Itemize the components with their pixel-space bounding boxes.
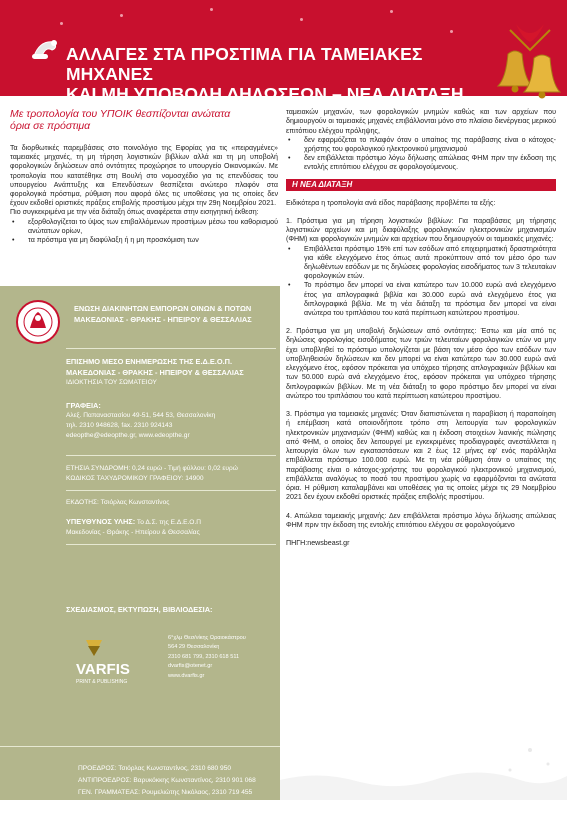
official-medium-block xyxy=(66,356,276,388)
sparkle-decoration xyxy=(120,14,123,17)
divider xyxy=(66,544,276,545)
association-panel xyxy=(0,286,280,820)
list-item: • εξορθολογίζεται το ύψος των επιβαλλόμενων προστίμων μέσω του καθορισμού ανώτατων ορίων, xyxy=(10,218,278,236)
section-heading: Η ΝΕΑ ΔΙΑΤΑΞΗ xyxy=(286,179,556,191)
publisher-text: ΕΚΔΟΤΗΣ: Τσιόρλας Κωνσταντίνος xyxy=(66,499,170,506)
paragraph: 2. Πρόστιμα για μη υποβολή δηλώσεων από οντότητες: Έστω και μία από τις δηλώσεις φορολογίας εισοδήματος των τριών τελευταίων φορολογικών ετών να μην έχει υποβληθεί το πρόστιμο υπολογίζεται με βάση τον μέσο όρο των εσόδων των υποβληθεισών δηλώσεων και δεν μπορεί να είναι κατώτερο των 30.000 ευρώ ανά ελεγχόμενο έτος, εφόσον πρόκειται για υπόχρεο τήρησης απλογραφικών βιβλίων και των 50.000 ευρώ ανά ελεγχόμενο έτος, εφόσον πρόκειται για υπόχρεο τήρησης διπλογραφικών βιβλίων. Με τη νέα διάταξη το φορο πρόστιμο δεν μπορεί να είναι ανώτερο του τριπλάσιου του κατά περίπτωση κατώτερου προστίμου. xyxy=(286,327,556,400)
varfis-address: 564 29 Θεσσαλονίκη xyxy=(168,644,220,651)
divider xyxy=(66,455,276,456)
subtitle-line: Με τροπολογία του ΥΠΟΙΚ θεσπίζονται ανώτατα xyxy=(10,108,231,120)
offices-label: ΓΡΑΦΕΙΑ: xyxy=(66,401,101,410)
varfis-web[interactable]: www.dvarfis.gr xyxy=(168,672,205,679)
postal-code-text: ΚΩΔΙΚΟΣ ΤΑΧΥΔΡΟΜΙΚΟΥ ΓΡΑΦΕΙΟΥ: 14900 xyxy=(66,475,204,482)
title-line: ΚΑΙ ΜΗ ΥΠΟΒΟΛΗ ΔΗΛΩΣΕΩΝ – ΝΕΑ ΔΙΑΤΑΞΗ xyxy=(66,84,464,104)
list-item: • Επιβάλλεται πρόστιμο 15% επί των εσόδων από επιχειρηματική δραστηριότητα για κάθε ελεγχόμενο έτος όπως αυτά προκύπτουν από τον μέσο όρο των δηλωθέντων εσόδων με τις δηλώσεις φορολογίας εισοδήματος των 3 τελευταίων φορολογικών ετών. xyxy=(286,245,556,282)
responsible-block xyxy=(66,516,276,538)
sparkle-decoration xyxy=(210,8,213,11)
subscription-block xyxy=(66,464,276,484)
paragraph: 4. Απώλεια ταμειακής μηχανής: Δεν επιβάλλεται πρόστιμο λόγω δήλωσης απώλειας ΦΗΜ πριν την έκδοση της εντολής επιτόπιου ελέγχου σε φορολογούμενο xyxy=(286,511,556,529)
board-member: ΓΕΝ. ΓΡΑΜΜΑΤΕΑΣ: Ρουμελιώτης Νικόλαος, 2310 719 455 xyxy=(78,789,253,796)
design-label: ΣΧΕΔΙΑΣΜΟΣ, ΕΚΤΥΠΩΣΗ, ΒΙΒΛΙΟΔΕΣΙΑ: xyxy=(66,605,213,614)
list-item: • δεν επιβάλλεται πρόστιμο λόγω δήλωσης απώλειας ΦΗΜ πριν την έκδοση της εντολής επιτόπιου ελέγχου σε φορολογούμενους. xyxy=(286,154,556,172)
list-item: • Το πρόστιμο δεν μπορεί να είναι κατώτερο των 10.000 ευρώ ανά ελεγχόμενο έτος για απλογραφικά βιβλία και 30.000 ευρώ ανά ελεγχόμενο έτος για διπλογραφικά βιβλία. Με τη νέα διάταξη τα πρόστιμα δεν μπορεί να είναι ανώτερα του τριπλάσιου του κατά περίπτωση κατώτερου προστίμου. xyxy=(286,281,556,318)
association-name-line: ΜΑΚΕΔΟΝΙΑΣ - ΘΡΑΚΗΣ - ΗΠΕΙΡΟΥ & ΘΕΣΣΑΛΙΑΣ xyxy=(74,314,252,324)
paragraph: Ειδικότερα η τροπολογία ανά είδος παράβασης προβλέπει τα εξής: xyxy=(286,198,496,207)
association-name xyxy=(74,304,274,325)
santa-hat-icon xyxy=(30,38,60,60)
page-title xyxy=(66,44,506,104)
intro-paragraph: Τα διορθωτικές παρεμβάσεις στο ποινολόγιο της Εφορίας για τις «πειραγμένες» ταμειακές μηχανές, τη μη τήρηση λογιστικών βιβλίων αλλά και τη μη υποβολή φορολογικών δηλώσεων από οντότητες προχώρησε το υπουργείο Οικονομικών. Με τροπολογία που κατατέθηκε στη Βουλή στο νομοσχέδιο για τις επενδύσεις του υπουργείου Ανάπτυξης και Επενδύσεων θεσπίζεται ανώτερο πλαφόν στα φορολογικά πρόστιμα, ρύθμιση που αφορά όλες τις υποθέσεις για τις οποίες δεν έχουν εκδοθεί οριστικές πράξεις επιβολής προστίμου μέχρι την 29η Νοεμβρίου 2021. xyxy=(10,144,278,208)
board-member: ΣΥΜΒΟΥΛΟΣ: Ζαχαράκης Γεώργιος, 2310210250 xyxy=(78,813,225,820)
association-logo-icon xyxy=(16,300,60,344)
varfis-logo-text: VARFIS xyxy=(76,661,130,678)
sparkle-decoration xyxy=(300,18,303,21)
varfis-logo-icon xyxy=(76,636,166,686)
medium-line: ΜΑΚΕΔΟΝΙΑΣ - ΘΡΑΚΗΣ - ΗΠΕΙΡΟΥ & ΘΕΣΣΑΛΙΑΣ xyxy=(66,368,244,377)
board-member: ΠΡΟΕΔΡΟΣ: Τσιόρλας Κωνσταντίνος, 2310 680 950 xyxy=(78,765,232,772)
responsible-label: ΥΠΕΥΘΥΝΟΣ ΥΛΗΣ: xyxy=(66,517,136,526)
varfis-contact xyxy=(168,634,278,681)
article-right-column xyxy=(286,108,556,548)
article-subtitle xyxy=(10,108,278,132)
header-banner xyxy=(0,0,567,104)
medium-line: ΕΠΙΣΗΜΟ ΜΕΣΟ ΕΝΗΜΕΡΩΣΗΣ ΤΗΣ Ε.Δ.Ε.Ο.Π. xyxy=(66,357,233,366)
article-left-column xyxy=(10,108,278,245)
board-members xyxy=(78,763,278,823)
board-member: ΤΑΜΙΑΣ: Χαριζάνου Δημήτριος, 2310 818 235 xyxy=(78,801,212,808)
varfis-tagline: PRINT & PUBLISHING xyxy=(76,679,128,685)
divider xyxy=(66,490,276,491)
sparkle-decoration xyxy=(390,10,393,13)
christmas-bells-icon xyxy=(490,20,567,110)
paragraph: 3. Πρόστιμα για ταμειακές μηχανές: Όταν διαπιστώνεται η παραβίαση ή παραποίηση ή επέμβαση κατά οποιονδήποτε τρόπο στη λειτουργία των φορολογικών ηλεκτρονικών μηχανισμών (ΦΗΜ) καθώς και η έκδοση στοιχείων λιανικής πώλησης από ΦΗΜ, ο οποίος δεν λειτουργεί με εγκεκριμένες προδιαγραφές ανεστάλλεται η λειτουργία όλων των εγκαταστάσεων και 2 έως 12 μήνες εφ' ενός παράλληλα επιβάλλεται πρόστιμο 100.000 ευρώ. Με τη νέα ρύθμιση όταν ο υπαίτιος της παράβασης είναι ο κάτοχος-χρήστης του φορολογικού ηλεκτρονικού μηχανισμού, επιβάλλεται αναλόγως το ποσό του προστίμου χωρίς να εφαρμόζονται τα ανώτατα όρια. Η ρύθμιση καταλαμβάνει και υποθέσεις για τις οποίες μέχρι τις 29 Νοεμβρίου 2021 δεν έχουν εκδοθεί οριστικές πράξεις επιβολής προστίμου. xyxy=(286,410,556,502)
list-item: • τα πρόστιμα για μη διαφύλαξη ή η μη προσκόμιση των xyxy=(10,236,278,245)
paragraph: 1. Πρόστιμα για μη τήρηση λογιστικών βιβλίων: Για παραβάσεις μη τήρησης λογιστικών αρχείων και μη διαφύλαξης φορολογικών ηλεκτρονικών μηχανισμών (ΦΗΜ) και φορολογικών μνημών και αρχείων που δημιουργούν οι ταμειακές μηχανές: xyxy=(286,216,556,244)
subtitle-line: όρια σε πρόστιμα xyxy=(10,120,91,132)
association-name-line: ΕΝΩΣΗ ΔΙΑΚΙΝΗΤΩΝ ΕΜΠΟΡΩΝ ΟΙΝΩΝ & ΠΟΤΩΝ xyxy=(74,304,252,313)
intro-paragraph: Πιο συγκεκριμένα με την νέα διάταξη όπως αναφέρεται στην εισηγητική έκθεση: xyxy=(10,208,259,217)
office-address: Αλεξ. Παπαναστασίου 49-51, 544 53, Θεσσαλονίκη xyxy=(66,412,216,419)
varfis-phone: 2310 681 799, 2310 618 511 xyxy=(168,653,240,660)
publisher-block xyxy=(66,498,276,508)
sparkle-decoration xyxy=(60,22,63,25)
offices-block xyxy=(66,400,276,441)
list-item: • δεν εφαρμόζεται το πλαφόν όταν ο υπαίτιος της παράβασης είναι ο κάτοχος-χρήστης του φορολογικού ηλεκτρονικού μηχανισμού xyxy=(286,136,556,154)
divider xyxy=(0,746,280,747)
design-block xyxy=(66,604,276,615)
responsible-value: Το Δ.Σ. της Ε.Δ.Ε.Ο.Π xyxy=(136,519,202,526)
subscription-text: ΕΤΗΣΙΑ ΣΥΝΔΡΟΜΗ: 0,24 ευρώ - Τιμή φύλλου: 0,02 ευρώ xyxy=(66,465,238,472)
varfis-address: 6°χλμ Θεσ/νίκης Ωραιοκάστρου xyxy=(168,635,246,641)
office-phone: τηλ. 2310 948628, fax. 2310 924143 xyxy=(66,422,173,429)
title-line: ΑΛΛΑΓΕΣ ΣΤΑ ΠΡΟΣΤΙΜΑ ΓΙΑ ΤΑΜΕΙΑΚΕΣ ΜΗΧΑΝΕΣ xyxy=(66,44,423,84)
responsible-region: Μακεδονίας - Θράκης - Ηπείρου & Θεσσαλίας xyxy=(66,529,200,536)
medium-line: ΙΔΙΟΚΤΗΣΙΑ ΤΟΥ ΣΩΜΑΤΕΙΟΥ xyxy=(66,379,157,386)
source-credit: ΠΗΓΗ:newsbeast.gr xyxy=(286,539,350,548)
sparkle-decoration xyxy=(450,30,453,33)
divider xyxy=(66,348,276,349)
board-member: ΑΝΤΙΠΡΟΕΔΡΟΣ: Βαρυκόκκης Κωνσταντίνος, 2310 901 068 xyxy=(78,777,256,784)
varfis-email[interactable]: dvarfis@otenet.gr xyxy=(168,663,213,670)
office-web[interactable]: edeopthe@edeopthe.gr, www.edeopthe.gr xyxy=(66,432,190,439)
paragraph: ταμειακών μηχανών, των φορολογικών μνημών καθώς και των αρχείων που δημιουργούν οι ταμειακές μηχανές επιβάλλονται μόνο στο πλαίσιο διενέργειας μερικού επιτόπιου ελέγχου πρόληψης, xyxy=(286,108,556,135)
